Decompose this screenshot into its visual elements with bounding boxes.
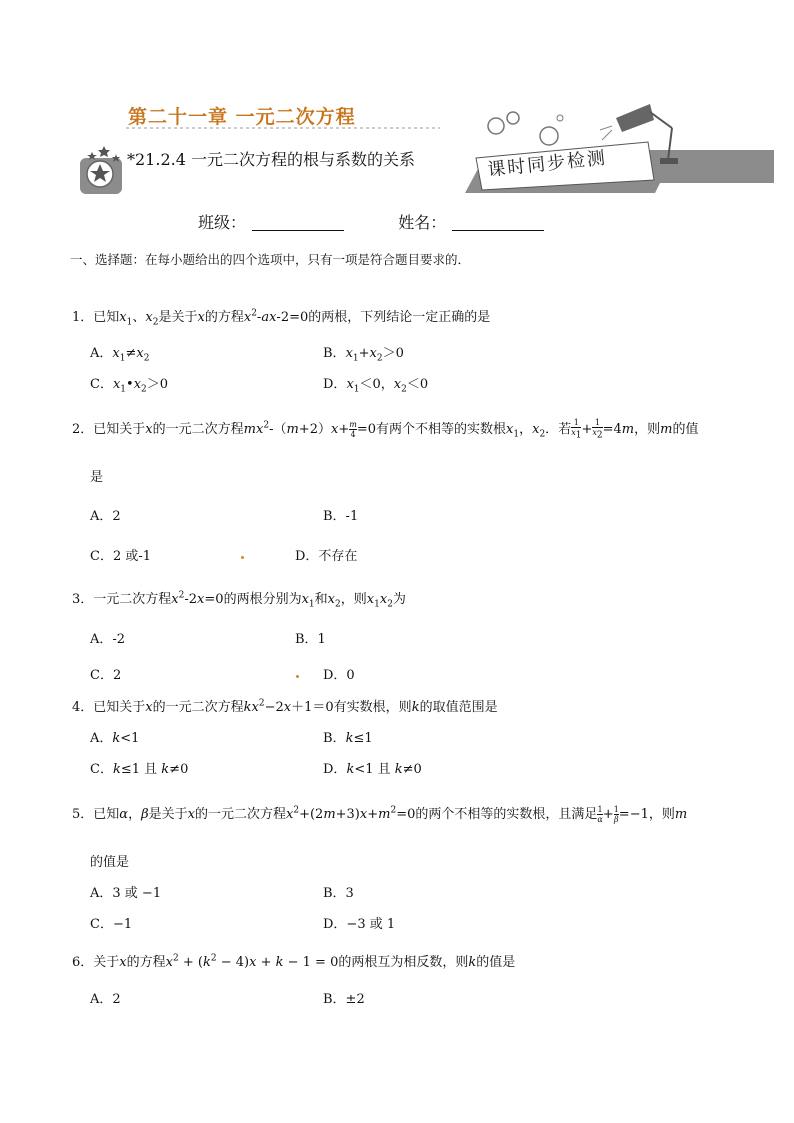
- name-label: 姓名：: [398, 213, 447, 232]
- question-2: 2．已知关于x的一元二次方程$mx^2-(m+2)x+$ $\frac{m}{4}$ =0有两个不相等的实数根$x_1$，$x_2$．若 $\frac{1}{x_1}$ + $\frac{1}{x_2}$ =4m，则m的值: [72, 418, 699, 441]
- q6-option-a[interactable]: A．2: [90, 992, 121, 1007]
- question-6: 6．关于x的方程$x^2 + (k^2 - 4)x + k - 1 = 0$的两根互为相反数，则k的值是: [72, 953, 516, 970]
- q2-option-d[interactable]: D．不存在: [295, 549, 358, 564]
- q2-option-a[interactable]: A．2: [90, 509, 121, 524]
- section-title: *21.2.4 一元二次方程的根与系数的关系: [127, 150, 415, 169]
- question-5-continued: 的值是: [90, 855, 130, 870]
- q1-option-c[interactable]: C．$x_1•x_2>0$: [90, 377, 169, 395]
- question-2-continued: 是: [90, 470, 104, 485]
- star-badge-icon: [80, 146, 122, 194]
- q2-option-c[interactable]: C．2 或-1: [90, 549, 152, 564]
- q2-option-b[interactable]: B．-1: [323, 509, 359, 524]
- class-blank[interactable]: [252, 214, 344, 231]
- header-decoration: [0, 0, 794, 200]
- q4-option-c[interactable]: C．k≤1 且 k≠0: [90, 762, 189, 777]
- q1-option-a[interactable]: A．$x_1\ne x_2$: [90, 346, 150, 364]
- decorative-dot: [296, 675, 299, 678]
- question-3: 3．一元二次方程$x^2-2x=0$的两根分别为$x_1$和$x_2$，则$x_1x_2$为: [72, 590, 406, 610]
- question-4: 4．已知关于x的一元二次方程$kx^2-2x+1=0$有实数根，则k的取值范围是: [72, 698, 498, 715]
- banner-label: 课时同步检测: [486, 147, 608, 181]
- q3-option-b[interactable]: B．1: [295, 632, 326, 647]
- chapter-title: 第二十一章 一元二次方程: [128, 106, 356, 128]
- q5-option-a[interactable]: A．3 或 −1: [90, 886, 162, 901]
- q5-option-b[interactable]: B．3: [323, 886, 354, 901]
- bubble-icon: [557, 115, 563, 121]
- q3-option-d[interactable]: D．0: [323, 668, 355, 683]
- bubble-icon: [507, 112, 519, 124]
- q3-option-c[interactable]: C．2: [90, 668, 122, 683]
- section-heading: 一、选择题：在每小题给出的四个选项中，只有一项是符合题目要求的．: [70, 252, 471, 267]
- q4-option-a[interactable]: A．k<1: [90, 731, 140, 746]
- name-blank[interactable]: [452, 214, 544, 231]
- bubble-icon: [488, 118, 504, 134]
- q4-option-d[interactable]: D．k<1 且 k≠0: [323, 762, 422, 777]
- q1-option-b[interactable]: B．$x_1+x_2>0$: [323, 346, 404, 364]
- decorative-dot: [241, 556, 244, 559]
- student-info-row: [198, 210, 544, 233]
- q5-option-d[interactable]: D．−3 或 1: [323, 917, 396, 932]
- question-1: 1．已知$x_1$、$x_2$是关于x的方程$x^2-ax-2=0$的两根，下列结论一定正确的是: [72, 308, 491, 328]
- bubble-icon: [540, 127, 558, 145]
- q5-option-c[interactable]: C．−1: [90, 917, 133, 932]
- q6-option-b[interactable]: B．±2: [323, 992, 365, 1007]
- q3-option-a[interactable]: A．-2: [90, 632, 126, 647]
- q1-option-d[interactable]: D．$x_1<0$，$x_2<0$: [323, 377, 429, 395]
- class-label: 班级：: [198, 213, 247, 232]
- q4-option-b[interactable]: B．k≤1: [323, 731, 373, 746]
- question-5: 5．已知α，β是关于x的一元二次方程$x^2+(2m+3)x+m^2=0$的两个不相等的实数根，且满足 $\frac{1}{\alpha}$ + $\frac{1}{\beta}$ =−1，则m: [72, 805, 688, 824]
